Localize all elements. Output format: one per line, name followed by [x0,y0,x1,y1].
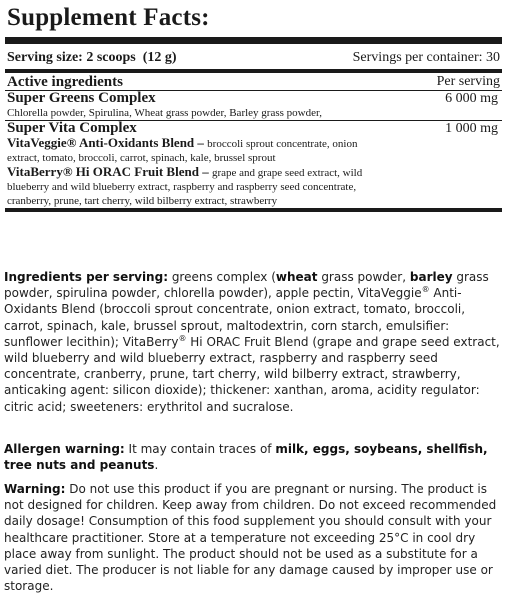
ingredients-part: Hi ORAC Fruit Blend (grape and grape seed extract, wild blueberry and wild blueberry extract, raspberry and raspberry seed concentrate, cranberry, prune, tart cherry, wild bilberry extract, strawberry, anticaking agent: silicon dioxide); thickener: xanthan, aroma, acidity regulator: citric acid; sweeteners: erythritol and sucralose. [4,334,500,414]
allergen-section [4,441,502,473]
blend-name: VitaBerry® Hi ORAC Fruit Blend [7,164,199,179]
ingredients-part: Anti-Oxidants Blend (broccoli sprout concentrate, onion extract, tomato, broccoli, carrot, spinach, kale, brussel sprout, maltodextrin, corn starch, emulsifier: sunflower lecithin); VitaBerry [4,286,466,349]
registered-mark: ® [421,285,430,295]
allergen-highlight: barley [409,270,453,284]
blend-description: grape and grape seed extract, wild blueberry and wild blueberry extract, raspberry and raspberry seed concentrate, cranberry, prune, tart cherry, wild bilberry extract, strawberry [7,167,363,207]
registered-mark: ® [178,333,187,343]
ingredients-part: greens complex ( [168,270,276,284]
allergen-label: Allergen warning: [4,442,125,456]
warning-text [4,481,502,594]
active-header-row [5,73,502,90]
divider-medium [5,208,502,212]
blend-name: VitaVeggie® Anti-Oxidants Blend [7,135,195,150]
group-name: Super Greens Complex [7,90,156,106]
group-super-greens [5,91,502,120]
blend-description: broccoli sprout concentrate, onion extract, tomato, broccoli, carrot, spinach, kale, brussel sprout [7,138,358,164]
group-amount: 1 000 mg [445,121,498,136]
warning-body: Do not use this product if you are pregnant or nursing. The product is not designed for children. Keep away from children. Do not exceed recommended daily dosage! Consumption of this food supplement you should consult with your healthcare practitioner. Store at a temperature not exceeding 25°C in cool dry place away from sunlight. The product should not be used as a substitute for a varied diet. The producer is not liable for any damage caused by improper use or storage. [4,482,497,594]
group-super-vita [5,121,502,208]
group-amount: 6 000 mg [445,91,498,106]
ingredients-label: Ingredients per serving: [4,270,168,284]
servings-per-container: Servings per container: 30 [352,50,500,65]
allergen-part: . [154,458,159,473]
panel-title: Supplement Facts: [7,4,210,31]
supplement-facts-panel [5,3,502,212]
allergen-highlight: wheat [275,270,318,284]
serving-size [7,49,177,67]
warning-label: Warning: [4,482,66,496]
per-serving-label: Per serving [436,74,500,89]
ingredients-text [4,269,502,415]
divider-thick [5,37,502,44]
blend-separator: – [194,135,208,150]
allergen-part: It may contain traces of [124,442,276,456]
ingredients-section [4,269,502,415]
warning-section [4,481,502,594]
allergen-list: milk, eggs, soybeans, shellfish, tree nuts and peanuts [4,442,488,473]
blend-vitaberry [7,165,500,208]
ingredients-part: grass powder, spirulina powder, chlorella powder), apple pectin, VitaVeggie [4,270,489,301]
active-ingredients-label: Active ingredients [7,74,123,90]
serving-size-label: Serving size: 2 scoops [7,50,136,65]
allergen-text [4,441,502,473]
group-name: Super Vita Complex [7,120,137,136]
blend-separator: – [198,164,212,179]
serving-row [5,44,502,69]
serving-size-value: (12 g) [142,50,177,65]
blend-vitaveggie [7,136,500,165]
group-description: Chlorella powder, Spirulina, Wheat grass powder, Barley grass powder, [7,107,322,119]
ingredients-part: grass powder, [317,270,410,284]
